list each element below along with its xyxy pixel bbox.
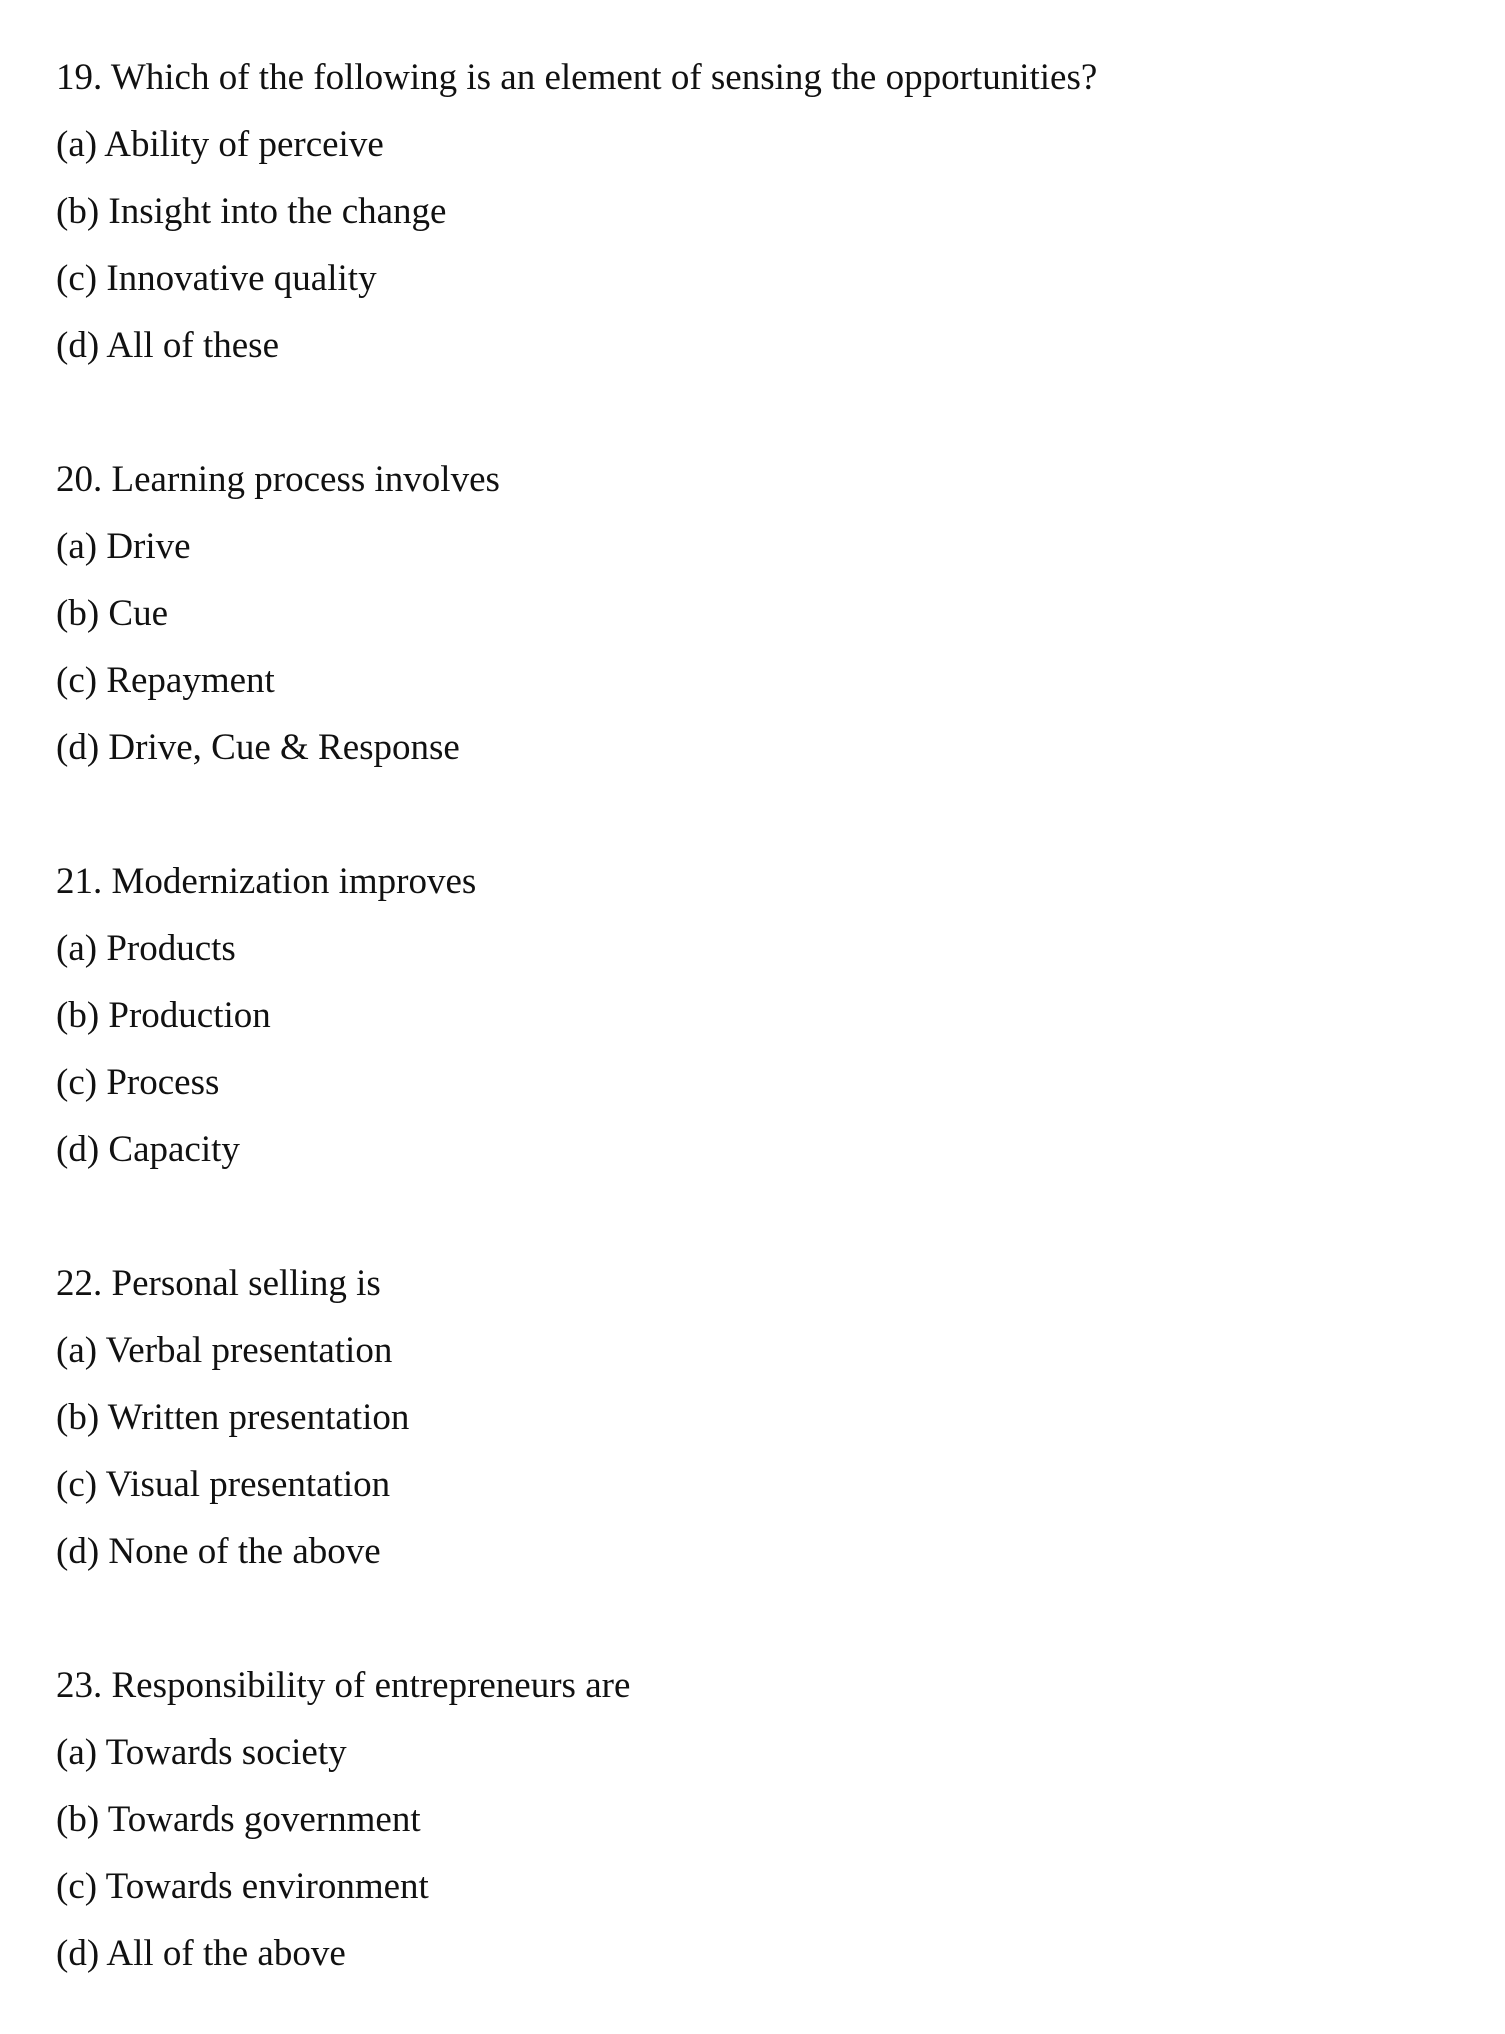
option-letter: (b) [56, 1799, 100, 1840]
option-c [56, 1853, 1465, 1920]
option-b [56, 982, 1465, 1049]
option-letter: (b) [56, 995, 100, 1036]
question-number: 21. [56, 861, 103, 902]
option-letter: (a) [56, 526, 98, 567]
option-letter: (d) [56, 1129, 100, 1170]
option-letter: (d) [56, 727, 100, 768]
question-number: 19. [56, 57, 103, 98]
option-text: Towards environment [105, 1866, 429, 1907]
option-text: Towards society [105, 1732, 347, 1773]
option-d [56, 312, 1465, 379]
option-text: Drive, Cue & Response [108, 727, 460, 768]
option-text: All of these [106, 325, 279, 366]
question-stem [56, 848, 1465, 915]
option-letter: (c) [56, 1866, 98, 1907]
option-text: Insight into the change [108, 191, 447, 232]
question-22 [56, 1250, 1465, 1585]
option-a [56, 1317, 1465, 1384]
option-letter: (b) [56, 593, 100, 634]
option-text: Towards government [107, 1799, 421, 1840]
option-text: Drive [106, 526, 191, 567]
option-letter: (d) [56, 1531, 100, 1572]
question-stem [56, 44, 1465, 111]
option-letter: (b) [56, 1397, 100, 1438]
question-text: Personal selling is [111, 1263, 381, 1304]
option-letter: (d) [56, 1933, 100, 1974]
option-letter: (a) [56, 1732, 98, 1773]
question-text: Which of the following is an element of sensing the opportunities? [110, 57, 1098, 98]
option-text: All of the above [106, 1933, 346, 1974]
question-number: 20. [56, 459, 103, 500]
question-number: 22. [56, 1263, 103, 1304]
option-letter: (c) [56, 1464, 98, 1505]
option-d [56, 1116, 1465, 1183]
question-23 [56, 1652, 1465, 1987]
question-stem [56, 1250, 1465, 1317]
question-19 [56, 44, 1465, 379]
option-text: Visual presentation [105, 1464, 391, 1505]
option-d [56, 714, 1465, 781]
option-text: Capacity [108, 1129, 240, 1170]
question-text: Modernization improves [111, 861, 477, 902]
question-stem [56, 1652, 1465, 1719]
option-a [56, 1719, 1465, 1786]
option-letter: (b) [56, 191, 100, 232]
option-text: Repayment [106, 660, 275, 701]
option-a [56, 513, 1465, 580]
question-stem [56, 446, 1465, 513]
option-text: Process [106, 1062, 220, 1103]
question-20 [56, 446, 1465, 781]
option-text: Innovative quality [106, 258, 377, 299]
option-text: None of the above [108, 1531, 381, 1572]
option-letter: (c) [56, 1062, 98, 1103]
option-a [56, 915, 1465, 982]
option-b [56, 1384, 1465, 1451]
option-text: Written presentation [107, 1397, 410, 1438]
option-text: Verbal presentation [105, 1330, 393, 1371]
option-text: Production [108, 995, 271, 1036]
option-letter: (c) [56, 258, 98, 299]
option-letter: (c) [56, 660, 98, 701]
option-letter: (a) [56, 928, 98, 969]
option-letter: (a) [56, 124, 98, 165]
question-text: Responsibility of entrepreneurs are [111, 1665, 631, 1706]
option-b [56, 1786, 1465, 1853]
option-c [56, 245, 1465, 312]
option-text: Ability of perceive [104, 124, 384, 165]
option-a [56, 111, 1465, 178]
option-d [56, 1518, 1465, 1585]
option-b [56, 580, 1465, 647]
option-c [56, 647, 1465, 714]
option-c [56, 1451, 1465, 1518]
option-text: Cue [108, 593, 169, 634]
mcq-page [56, 44, 1465, 1987]
option-d [56, 1920, 1465, 1987]
question-text: Learning process involves [111, 459, 500, 500]
option-letter: (d) [56, 325, 100, 366]
option-c [56, 1049, 1465, 1116]
option-b [56, 178, 1465, 245]
option-text: Products [106, 928, 236, 969]
question-21 [56, 848, 1465, 1183]
question-number: 23. [56, 1665, 103, 1706]
option-letter: (a) [56, 1330, 98, 1371]
